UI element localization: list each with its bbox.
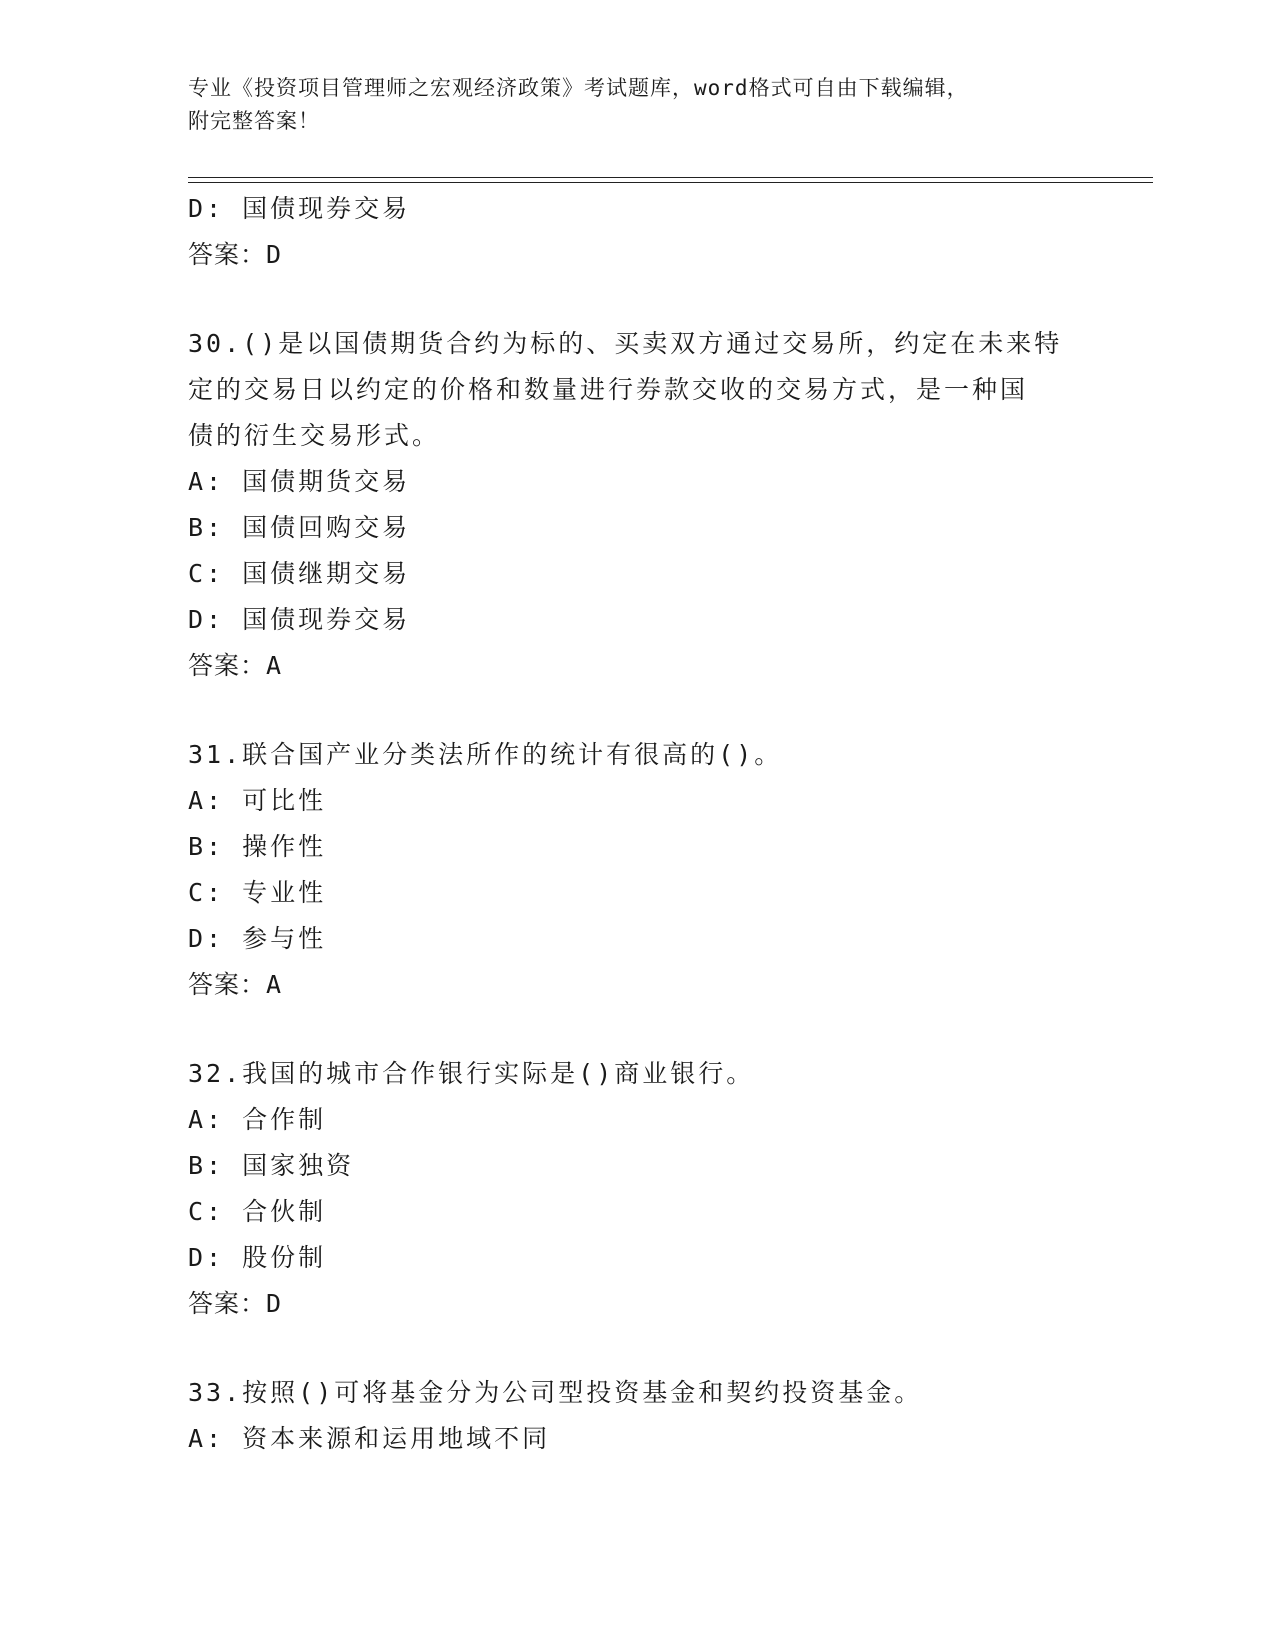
answer-label: 答案： xyxy=(188,970,267,999)
header-line-2: 附完整答案！ xyxy=(188,109,320,133)
question-stem-line: 定的交易日以约定的价格和数量进行券款交收的交易方式，是一种国 xyxy=(188,375,1029,404)
question-33 xyxy=(188,1370,1088,1462)
option-c: C: 专业性 xyxy=(188,878,327,907)
answer xyxy=(188,643,1088,689)
answer xyxy=(188,1281,1088,1327)
answer-value: D xyxy=(266,240,283,269)
question-30 xyxy=(188,321,1088,689)
answer-value: A xyxy=(266,970,283,999)
option-b: B: 国债回购交易 xyxy=(188,513,411,542)
answer-label: 答案： xyxy=(188,1289,267,1318)
question-32 xyxy=(188,1051,1088,1327)
option-a: A: 合作制 xyxy=(188,1105,327,1134)
question-stem-line: 32.我国的城市合作银行实际是()商业银行。 xyxy=(188,1059,755,1088)
option-b: B: 国家独资 xyxy=(188,1151,355,1180)
header-line-1: 专业《投资项目管理师之宏观经济政策》考试题库，word格式可自由下载编辑， xyxy=(188,76,969,100)
option-a: A: 资本来源和运用地域不同 xyxy=(188,1424,551,1453)
answer-value: A xyxy=(266,651,283,680)
header-divider-top xyxy=(188,177,1153,178)
answer-label: 答案： xyxy=(188,651,267,680)
prev-option-d: D: 国债现券交易 xyxy=(188,194,411,223)
option-d: D: 参与性 xyxy=(188,924,327,953)
option-a: A: 国债期货交易 xyxy=(188,467,411,496)
prev-answer xyxy=(188,232,1088,278)
option-d: D: 国债现券交易 xyxy=(188,605,411,634)
option-d: D: 股份制 xyxy=(188,1243,327,1272)
option-a: A: 可比性 xyxy=(188,786,327,815)
answer-value: D xyxy=(266,1289,283,1318)
answer xyxy=(188,962,1088,1008)
header-divider-bottom xyxy=(188,182,1153,183)
document-header xyxy=(188,72,1068,138)
question-stem-line: 31.联合国产业分类法所作的统计有很高的()。 xyxy=(188,740,783,769)
question-stem-line: 30.()是以国债期货合约为标的、买卖双方通过交易所，约定在未来特 xyxy=(188,329,1063,358)
question-stem-line: 33.按照()可将基金分为公司型投资基金和契约投资基金。 xyxy=(188,1378,923,1407)
answer-label: 答案： xyxy=(188,240,267,269)
option-c: C: 国债继期交易 xyxy=(188,559,411,588)
question-stem-line: 债的衍生交易形式。 xyxy=(188,421,441,450)
question-list xyxy=(188,186,1088,1462)
option-c: C: 合伙制 xyxy=(188,1197,327,1226)
option-b: B: 操作性 xyxy=(188,832,327,861)
question-31 xyxy=(188,732,1088,1008)
